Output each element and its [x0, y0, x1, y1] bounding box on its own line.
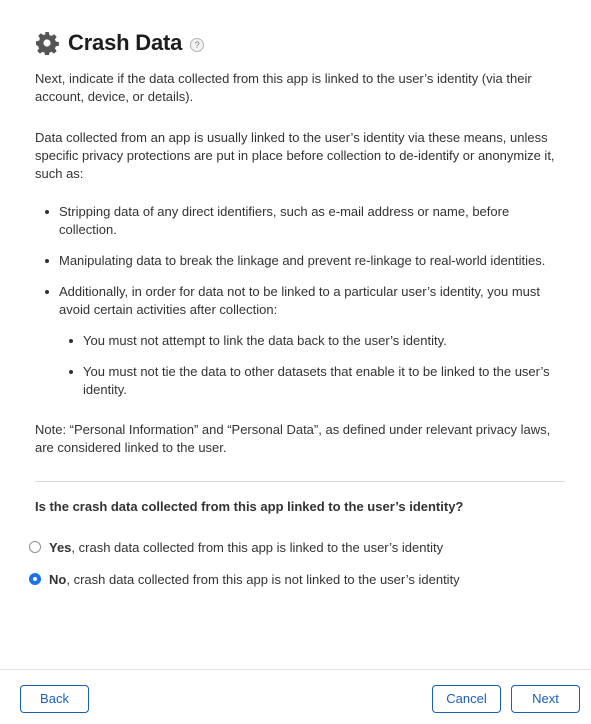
help-icon[interactable]: ? — [190, 38, 204, 52]
note-text: Note: “Personal Information” and “Personal Data”, as defined under relevant privacy laws, are considered linked to the user. — [35, 422, 551, 455]
next-button[interactable]: Next — [511, 685, 580, 713]
radio-label-yes — [49, 540, 443, 555]
dialog-header — [35, 28, 565, 58]
page-title: Crash Data — [68, 30, 183, 55]
list-item: You must not attempt to link the data back to the user’s identity. — [59, 332, 565, 350]
linked-question: Is the crash data collected from this app linked to the user’s identity? — [35, 499, 464, 514]
divider — [35, 481, 565, 482]
footer-divider — [0, 669, 591, 670]
radio-label-yes-bold: Yes — [49, 539, 72, 555]
gear-icon — [35, 31, 59, 55]
list-item: You must not tie the data to other datasets that enable it to be linked to the user’s identity. — [59, 363, 565, 399]
intro-text: Next, indicate if the data collected from this app is linked to the user’s identity (via their account, device, or details). — [35, 71, 532, 104]
means-intro-text: Data collected from an app is usually linked to the user’s identity via these means, unless specific privacy protections are put in place before collection to de-identify or anonymize it, such as: — [35, 130, 555, 181]
radio-button-no[interactable] — [29, 573, 41, 585]
list-item-with-sublist — [35, 283, 565, 399]
list-item: Manipulating data to break the linkage and prevent re-linkage to real-world identities. — [35, 252, 565, 270]
radio-button-yes[interactable] — [29, 541, 41, 553]
identifier-bullet-list — [35, 203, 565, 399]
linked-radio-group — [35, 538, 565, 588]
radio-label-no-text: , crash data collected from this app is not linked to the user’s identity — [66, 571, 460, 587]
radio-label-yes-text: , crash data collected from this app is linked to the user’s identity — [71, 539, 444, 555]
dialog-content — [35, 28, 565, 588]
radio-option-no[interactable] — [29, 570, 565, 588]
sub-bullet-list — [59, 332, 565, 399]
radio-option-yes[interactable] — [29, 538, 565, 556]
list-item-text: Additionally, in order for data not to be linked to a particular user’s identity, you must avoid certain activities after collection: — [59, 284, 541, 317]
radio-label-no — [49, 572, 460, 587]
back-button[interactable]: Back — [20, 685, 89, 713]
cancel-button[interactable]: Cancel — [432, 685, 501, 713]
radio-label-no-bold: No — [49, 571, 67, 587]
list-item: Stripping data of any direct identifiers, such as e-mail address or name, before collection. — [35, 203, 565, 239]
